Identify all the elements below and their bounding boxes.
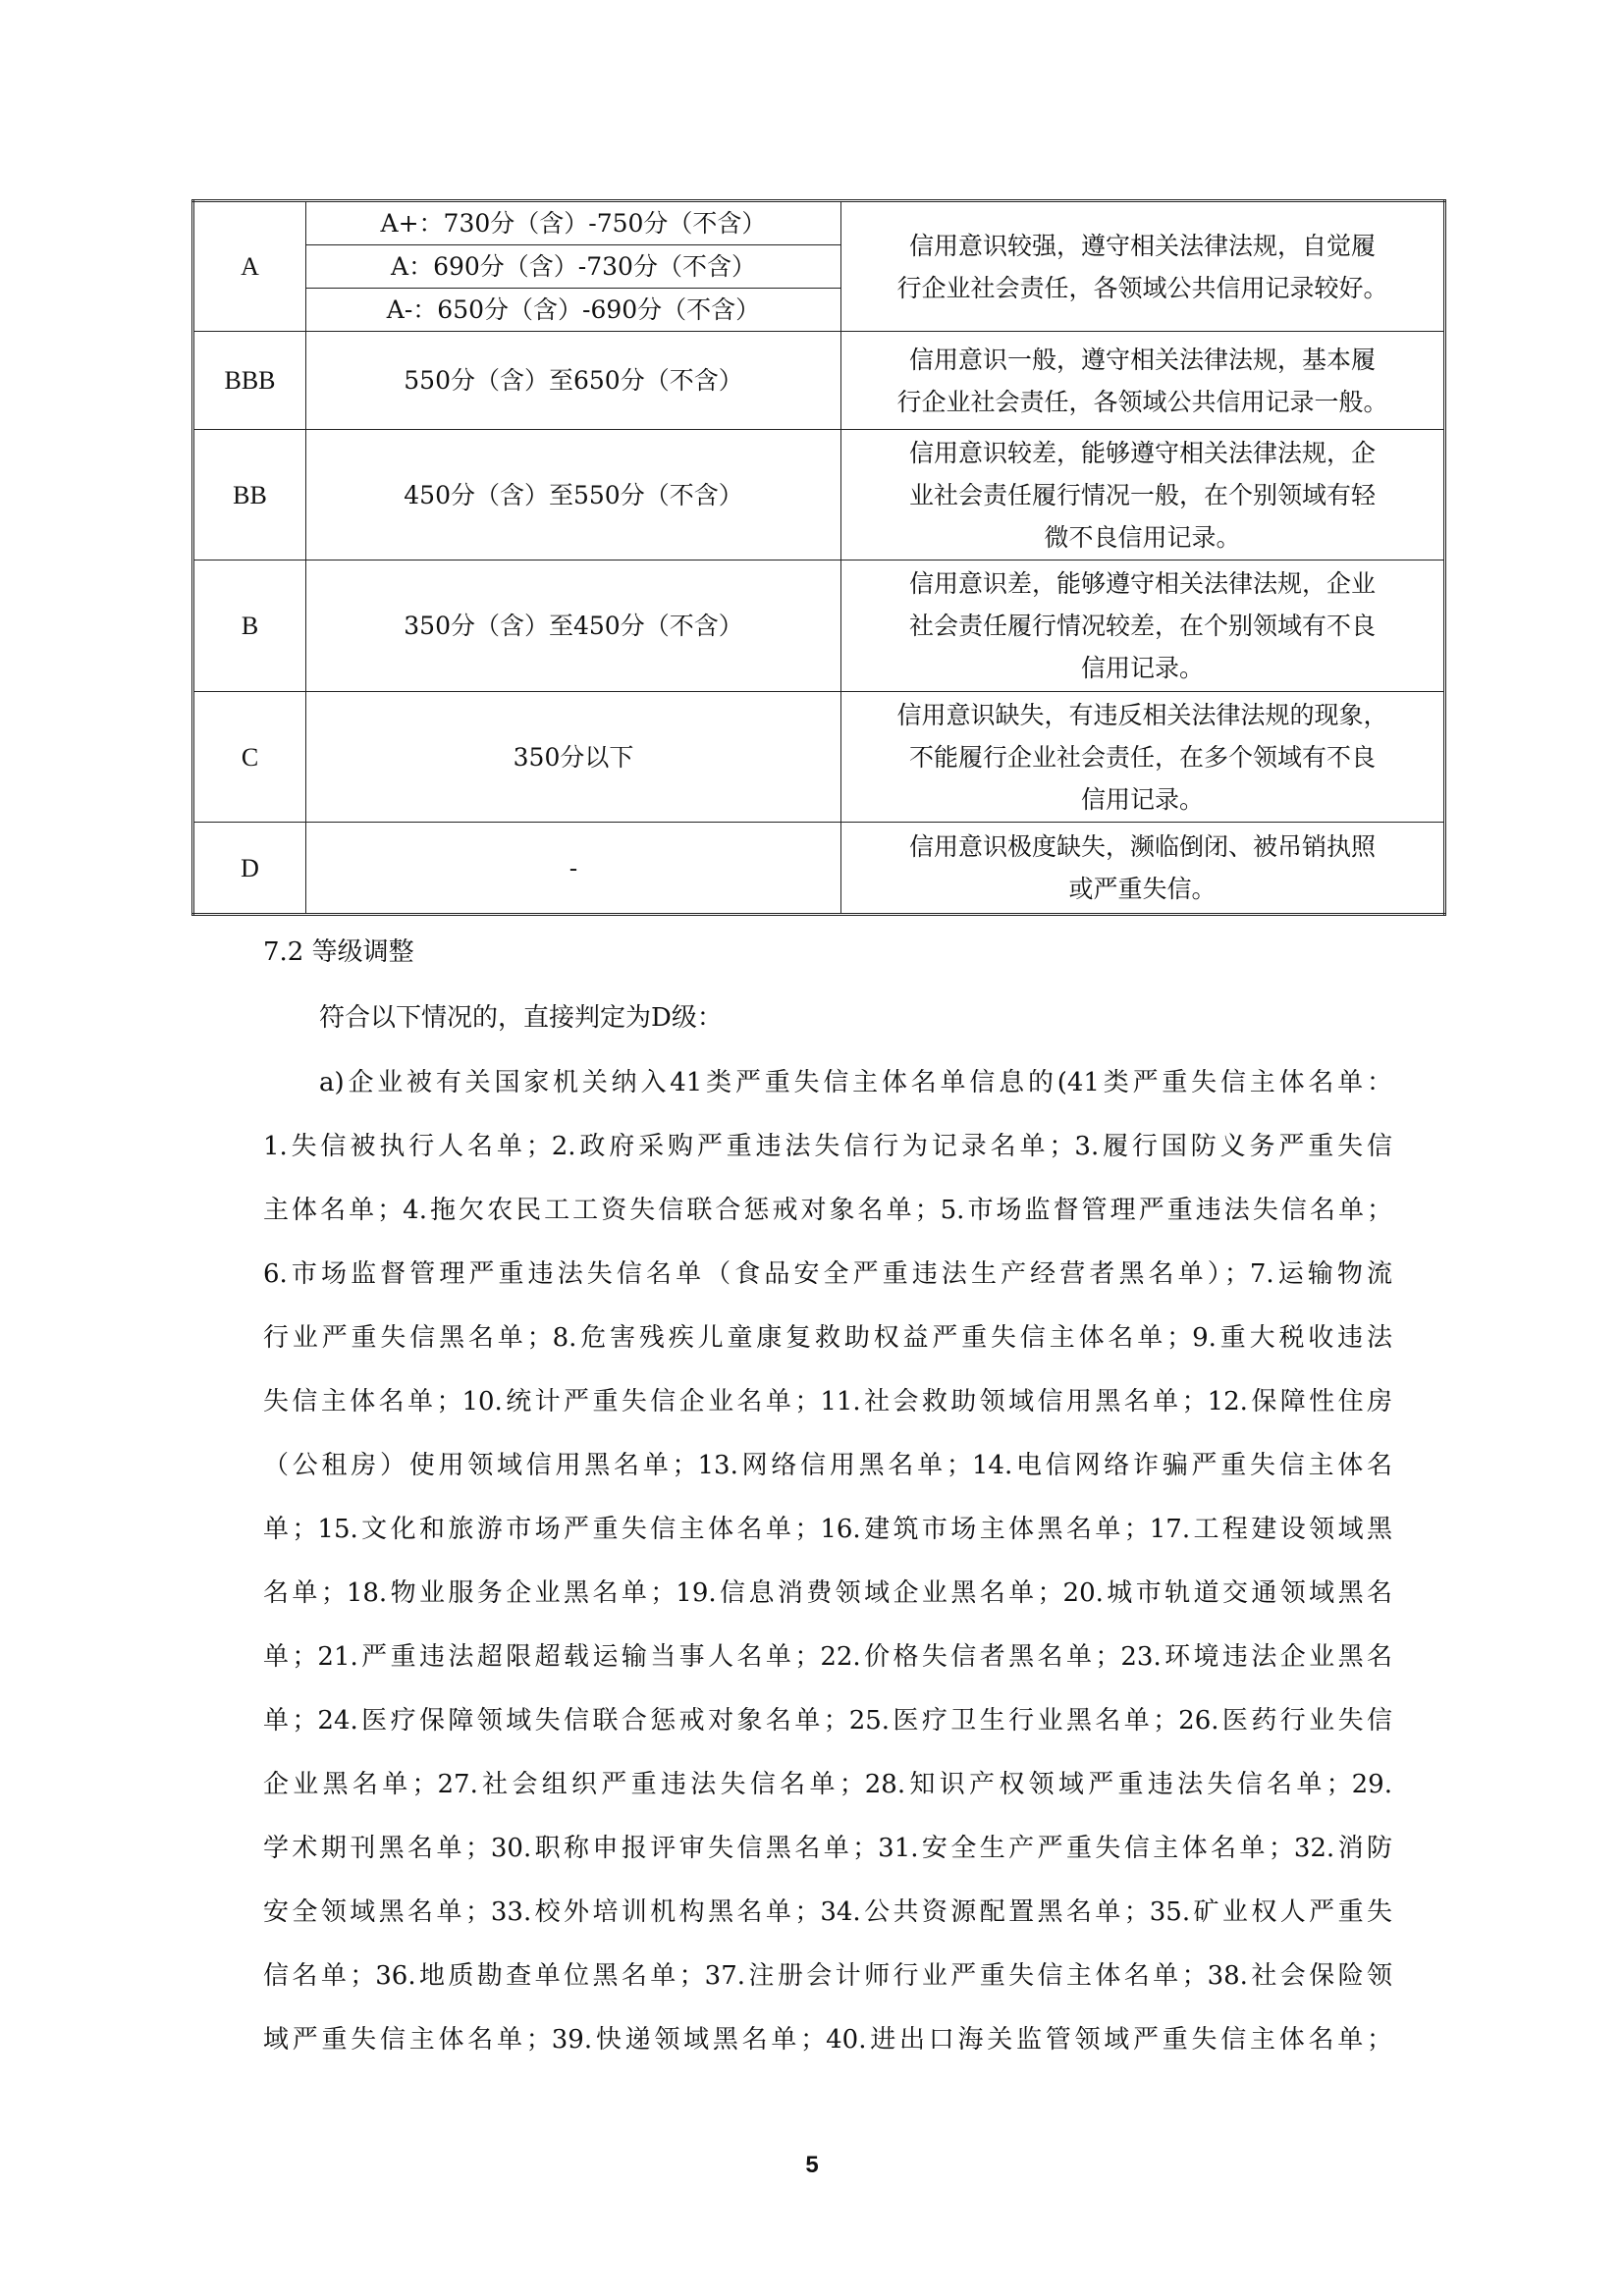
paragraph-line: 单；24.医疗保障领域失信联合惩戒对象名单；25.医疗卫生行业黑名单；26.医药行业失信 [263, 1706, 1392, 1735]
paragraph-line: 信名单；36.地质勘查单位黑名单；37.注册会计师行业严重失信主体名单；38.社会保险领 [263, 1961, 1392, 1991]
paragraph-line: 单；21.严重违法超限超载运输当事人名单；22.价格失信者黑名单；23.环境违法企业黑名 [263, 1642, 1392, 1672]
description-line: 业社会责任履行情况一般，在个别领域有轻 [908, 480, 1376, 509]
description-line: 行企业社会责任，各领域公共信用记录一般。 [896, 387, 1388, 416]
description-line: 信用意识较强，遵守相关法律法规，自觉履 [908, 231, 1376, 260]
paragraph-line: 失信主体名单；10.统计严重失信企业名单；11.社会救助领域信用黑名单；12.保障性住房 [263, 1387, 1392, 1416]
description-line: 不能履行企业社会责任，在多个领域有不良 [908, 742, 1376, 772]
grade-level: C [193, 692, 306, 823]
grade-row-a [193, 201, 1445, 245]
description-line: 信用意识缺失，有违反相关法律法规的现象， [896, 700, 1388, 729]
section-intro: 符合以下情况的，直接判定为D级： [319, 1003, 723, 1033]
grade-score: A+：730分（含）-750分（不含） [306, 201, 841, 245]
grade-row-d [193, 823, 1445, 915]
paragraph-line: 行业严重失信黑名单；8.危害残疾儿童康复救助权益严重失信主体名单；9.重大税收违法 [263, 1323, 1392, 1353]
description-line: 社会责任履行情况较差，在个别领域有不良 [908, 612, 1376, 640]
page-number: 5 [805, 2152, 819, 2178]
description-line: 信用意识极度缺失，濒临倒闭、被吊销执照 [908, 832, 1376, 861]
description-line: 信用意识差，能够遵守相关法律法规，企业 [908, 569, 1376, 598]
grade-description [841, 823, 1445, 915]
paragraph-line: a)企业被有关国家机关纳入41类严重失信主体名单信息的(41类严重失信主体名单： [319, 1068, 1392, 1097]
grade-description [841, 332, 1445, 430]
grade-row-b [193, 561, 1445, 692]
grade-level: A [193, 201, 306, 332]
description-line: 微不良信用记录。 [1044, 522, 1241, 552]
paragraph-line: 学术期刊黑名单；30.职称申报评审失信黑名单；31.安全生产严重失信主体名单；32.消防 [263, 1834, 1392, 1863]
description-line: 信用记录。 [1080, 784, 1204, 814]
grade-row-bb [193, 430, 1445, 561]
grade-description [841, 430, 1445, 561]
grade-level: B [193, 561, 306, 692]
section-heading: 7.2 等级调整 [263, 937, 414, 967]
description-line: 或严重失信。 [1068, 875, 1217, 903]
grade-score: A-：650分（含）-690分（不含） [306, 289, 841, 332]
grade-level: D [193, 823, 306, 915]
description-line: 信用记录。 [1080, 654, 1204, 682]
grade-score: - [306, 823, 841, 915]
paragraph-line: 主体名单；4.拖欠农民工工资失信联合惩戒对象名单；5.市场监督管理严重违法失信名单； [263, 1196, 1392, 1225]
grade-score: 350分（含）至450分（不含） [306, 561, 841, 692]
paragraph-line: 1.失信被执行人名单；2.政府采购严重违法失信行为记录名单；3.履行国防义务严重失信 [263, 1132, 1392, 1161]
paragraph-line: 名单；18.物业服务企业黑名单；19.信息消费领域企业黑名单；20.城市轨道交通领域黑名 [263, 1578, 1392, 1608]
paragraph-line: 安全领域黑名单；33.校外培训机构黑名单；34.公共资源配置黑名单；35.矿业权人严重失 [263, 1897, 1392, 1927]
grade-description [841, 561, 1445, 692]
grade-level: BBB [193, 332, 306, 430]
paragraph-line: 域严重失信主体名单；39.快递领域黑名单；40.进出口海关监管领域严重失信主体名单； [263, 2025, 1392, 2055]
grade-score: 450分（含）至550分（不含） [306, 430, 841, 561]
credit-grade-table [191, 199, 1446, 916]
paragraph-line: 企业黑名单；27.社会组织严重违法失信名单；28.知识产权领域严重违法失信名单；29. [263, 1770, 1392, 1799]
grade-description [841, 201, 1445, 332]
grade-score: 550分（含）至650分（不含） [306, 332, 841, 430]
grade-level: BB [193, 430, 306, 561]
grade-row-c [193, 692, 1445, 823]
grade-description [841, 692, 1445, 823]
paragraph-line: 6.市场监督管理严重违法失信名单（食品安全严重违法生产经营者黑名单）；7.运输物流 [263, 1259, 1392, 1289]
grade-row-bbb [193, 332, 1445, 430]
grade-score: 350分以下 [306, 692, 841, 823]
description-line: 信用意识较差，能够遵守相关法律法规，企 [908, 438, 1376, 467]
description-line: 行企业社会责任，各领域公共信用记录较好。 [896, 273, 1388, 302]
description-line: 信用意识一般，遵守相关法律法规，基本履 [908, 345, 1376, 374]
paragraph-line: （公租房）使用领域信用黑名单；13.网络信用黑名单；14.电信网络诈骗严重失信主体名 [263, 1451, 1392, 1480]
grade-score: A：690分（含）-730分（不含） [306, 245, 841, 289]
paragraph-line: 单；15.文化和旅游市场严重失信主体名单；16.建筑市场主体黑名单；17.工程建设领域黑 [263, 1515, 1392, 1544]
